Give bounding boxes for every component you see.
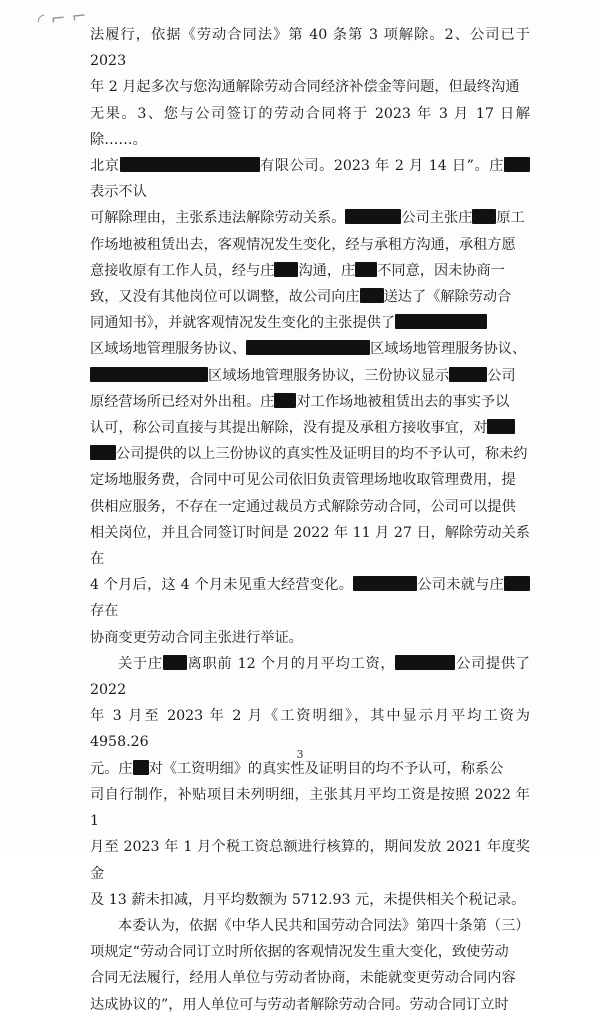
- page-number: 3: [296, 748, 304, 761]
- paragraph-2: [90, 651, 530, 913]
- text-line: 合同无法履行，经用人单位与劳动者协商，未能就变更劳动合同内容: [90, 970, 516, 987]
- text-line: 相关岗位，并且合同签订时间是 2022 年 11 月 27 日，解除劳动关系在: [90, 524, 530, 568]
- redaction-block: [472, 209, 496, 224]
- text-line: 协商变更劳动合同主张进行举证。: [90, 629, 303, 646]
- text-line: 达成协议的”，用人单位可与劳动者解除劳动合同。劳动合同订立时: [90, 996, 509, 1013]
- text-line: 年 3 月至 2023 年 2 月《工资明细》，其中显示月平均工资为 4958.26: [90, 708, 530, 751]
- text-line: 元。庄: [90, 760, 133, 777]
- text-line: 认可，称公司直接与其提出解除，没有提及承租方接收事宜，对: [90, 420, 488, 437]
- paragraph-1: [90, 22, 530, 651]
- text-line: 对《工资明细》的真实性及证明目的均不予认可，称系公: [148, 760, 504, 777]
- text-line: 年 2 月起多次与您沟通解除劳动合同经济补偿金等问题，但最终沟通: [90, 79, 520, 96]
- text-line: 月至 2023 年 1 月个税工资总额进行核算的，期间发放 2021 年度奖金: [90, 839, 530, 882]
- redaction-block: [163, 655, 187, 670]
- text-line: 意接收原有工作人员，经与庄: [90, 262, 275, 279]
- text-line: 供相应服务，不存在一定通过裁员方式解除劳动合同，公司可以提供: [90, 498, 516, 515]
- text-line: 司自行制作，补贴项目未列明细，主张其月平均工资是按照 2022 年 1: [90, 786, 530, 830]
- redaction-block: [246, 340, 370, 355]
- document-body: [90, 22, 530, 1018]
- paragraph-3: [90, 913, 530, 1018]
- text-line: 致，又没有其他岗位可以调整，故公司向庄: [90, 289, 360, 306]
- text-line: 公司未就与庄: [417, 577, 504, 594]
- text-line: 法履行，依据《劳动合同法》第 40 条第 3 项解除。2、公司已于 2023: [90, 27, 530, 70]
- text-line: 公司主张庄: [401, 210, 473, 227]
- text-line: 存在: [90, 603, 119, 620]
- text-line: 4 个月后，这 4 个月未见重大经营变化。: [90, 577, 354, 594]
- text-line: 无果。3、您与公司签订的劳动合同将于 2023 年 3 月 17 日解除……。: [90, 105, 530, 148]
- redaction-block: [395, 655, 455, 670]
- text-line: 区域场地管理服务协议，三份协议显示: [208, 367, 450, 384]
- redaction-block: [353, 576, 417, 591]
- redaction-block: [504, 157, 530, 172]
- text-line: 区域场地管理服务协议、: [90, 341, 247, 358]
- text-line: 北京: [90, 158, 120, 175]
- text-line: 公司: [487, 367, 516, 384]
- redaction-block: [90, 445, 116, 460]
- text-line: 本委认为，依据《中华人民共和国劳动合同法》第四十条第（三）: [118, 917, 530, 934]
- text-line: 原经营场所已经对外出租。庄: [90, 393, 275, 410]
- text-line: 有限公司。2023 年 2 月 14 日”。庄: [259, 158, 504, 175]
- redaction-block: [395, 314, 487, 329]
- text-line: 不同意，因未协商一: [377, 262, 505, 279]
- text-line: 公司提供了 2022: [90, 655, 530, 699]
- redaction-block: [504, 576, 530, 591]
- corner-stamp-mark: ◜⌐⌐: [36, 5, 94, 32]
- redaction-block: [133, 760, 149, 775]
- redaction-block: [487, 419, 515, 434]
- redaction-block: [345, 209, 401, 224]
- text-line: 作场地被租赁出去，客观情况发生变化，经与承租方沟通，承租方愿: [90, 236, 516, 253]
- redaction-block: [120, 157, 260, 172]
- text-line: 同通知书》，并就客观情况发生变化的主张提供了: [90, 315, 396, 332]
- text-line: 表示不认: [90, 184, 147, 201]
- redaction-block: [90, 367, 208, 382]
- text-line: 及 13 薪未扣减，月平均数额为 5712.93 元，未提供相关个税记录。: [90, 891, 526, 908]
- redaction-block: [274, 393, 296, 408]
- redaction-block: [449, 367, 487, 382]
- text-line: 可解除理由，主张系违法解除劳动关系。: [90, 210, 346, 227]
- redaction-block: [355, 262, 377, 277]
- redaction-block: [274, 262, 298, 277]
- redaction-block: [360, 288, 384, 303]
- text-line: 区域场地管理服务协议、: [370, 341, 527, 358]
- text-line: 关于庄: [118, 655, 163, 672]
- text-line: 定场地服务费，合同中可见公司依旧负责管理场地收取管理费用，提: [90, 472, 516, 489]
- text-line: 项规定“劳动合同订立时所依据的客观情况发生重大变化，致使劳动: [90, 944, 509, 961]
- text-line: 沟通，庄: [298, 262, 356, 279]
- text-line: 送达了《解除劳动合: [383, 289, 512, 306]
- text-line: 原工: [496, 210, 525, 227]
- text-line: 对工作场地被租赁出去的事实予以: [296, 393, 510, 410]
- text-line: 公司提供的以上三份协议的真实性及证明目的均不予认可，称未约: [116, 446, 528, 463]
- text-line: 离职前 12 个月的月平均工资，: [186, 655, 396, 672]
